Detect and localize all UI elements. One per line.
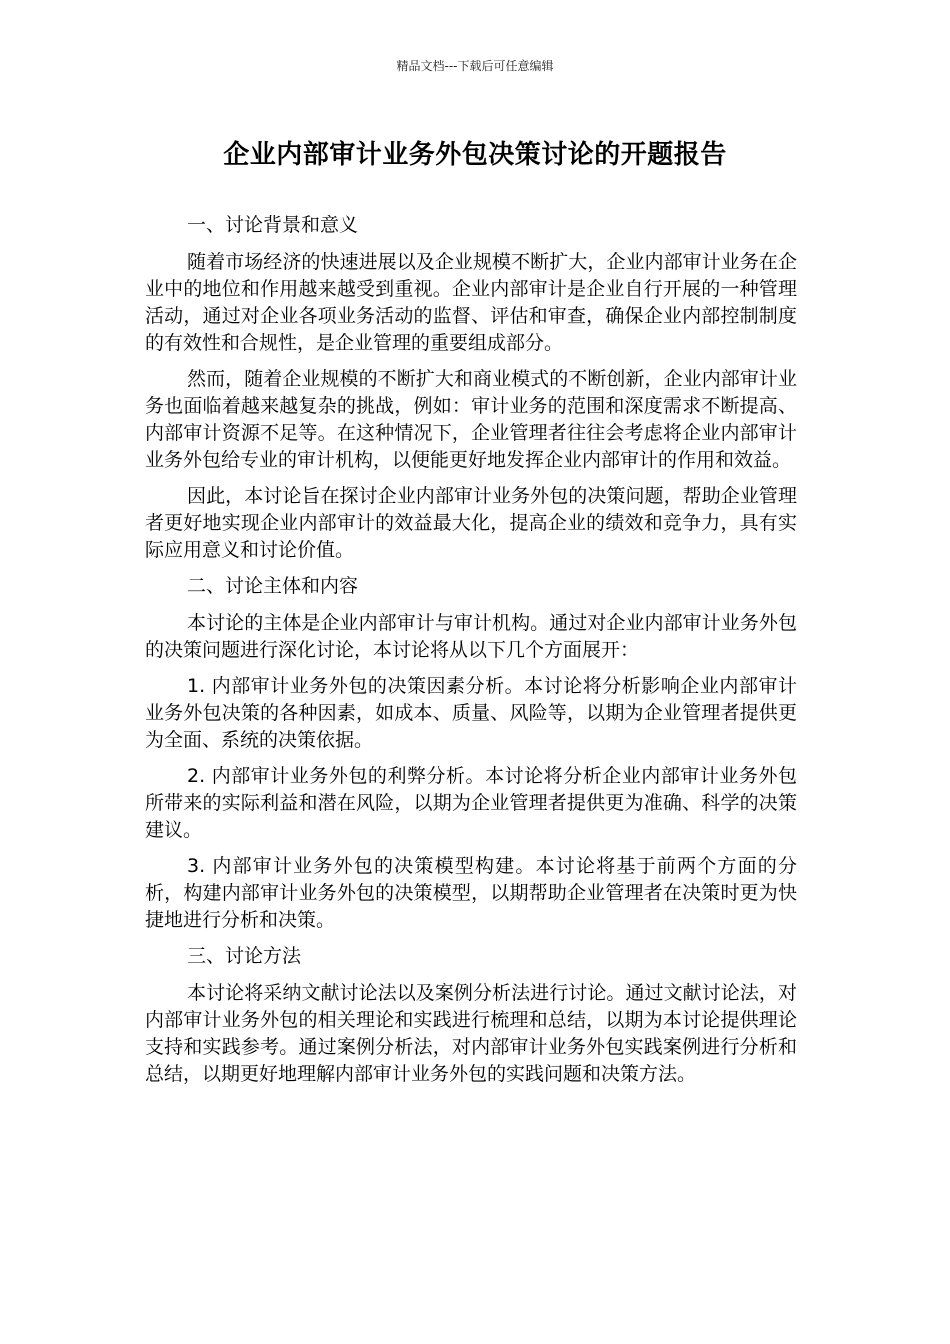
list-item: 2. 内部审计业务外包的利弊分析。本讨论将分析企业内部审计业务外包所带来的实际利益和潜在风险，以期为企业管理者提供更为准确、科学的决策建议。 (145, 765, 797, 841)
section-heading-methods: 三、讨论方法 (187, 945, 302, 967)
document-body (145, 212, 797, 1097)
paragraph: 本讨论的主体是企业内部审计与审计机构。通过对企业内部审计业务外包的决策问题进行深化讨论，本讨论将从以下几个方面展开： (145, 612, 797, 661)
paragraph: 随着市场经济的快速进展以及企业规模不断扩大，企业内部审计业务在企业中的地位和作用越来越受到重视。企业内部审计是企业自行开展的一种管理活动，通过对企业各项业务活动的监督、评估和审查，确保企业内部控制制度的有效性和合规性，是企业管理的重要组成部分。 (145, 251, 797, 354)
list-item: 1. 内部审计业务外包的决策因素分析。本讨论将分析影响企业内部审计业务外包决策的各种因素，如成本、质量、风险等，以期为企业管理者提供更为全面、系统的决策依据。 (145, 675, 797, 751)
header-watermark: 精品文档---下载后可任意编辑 (396, 59, 554, 73)
paragraph: 本讨论将采纳文献讨论法以及案例分析法进行讨论。通过文献讨论法，对内部审计业务外包的相关理论和实践进行梳理和总结，以期为本讨论提供理论支持和实践参考。通过案例分析法，对内部审计业务外包实践案例进行分析和总结，以期更好地理解内部审计业务外包的实践问题和决策方法。 (145, 982, 797, 1085)
document-title: 企业内部审计业务外包决策讨论的开题报告 (223, 140, 727, 170)
section-heading-content: 二、讨论主体和内容 (187, 575, 359, 597)
list-item: 3. 内部审计业务外包的决策模型构建。本讨论将基于前两个方面的分析，构建内部审计业务外包的决策模型，以期帮助企业管理者在决策时更为快捷地进行分析和决策。 (145, 855, 797, 931)
paragraph: 因此，本讨论旨在探讨企业内部审计业务外包的决策问题，帮助企业管理者更好地实现企业内部审计的效益最大化，提高企业的绩效和竞争力，具有实际应用意义和讨论价值。 (145, 485, 797, 561)
section-heading-background: 一、讨论背景和意义 (187, 214, 359, 236)
paragraph: 然而，随着企业规模的不断扩大和商业模式的不断创新，企业内部审计业务也面临着越来越复杂的挑战，例如：审计业务的范围和深度需求不断提高、内部审计资源不足等。在这种情况下，企业管理者往往会考虑将企业内部审计业务外包给专业的审计机构，以便能更好地发挥企业内部审计的作用和效益。 (145, 368, 797, 471)
